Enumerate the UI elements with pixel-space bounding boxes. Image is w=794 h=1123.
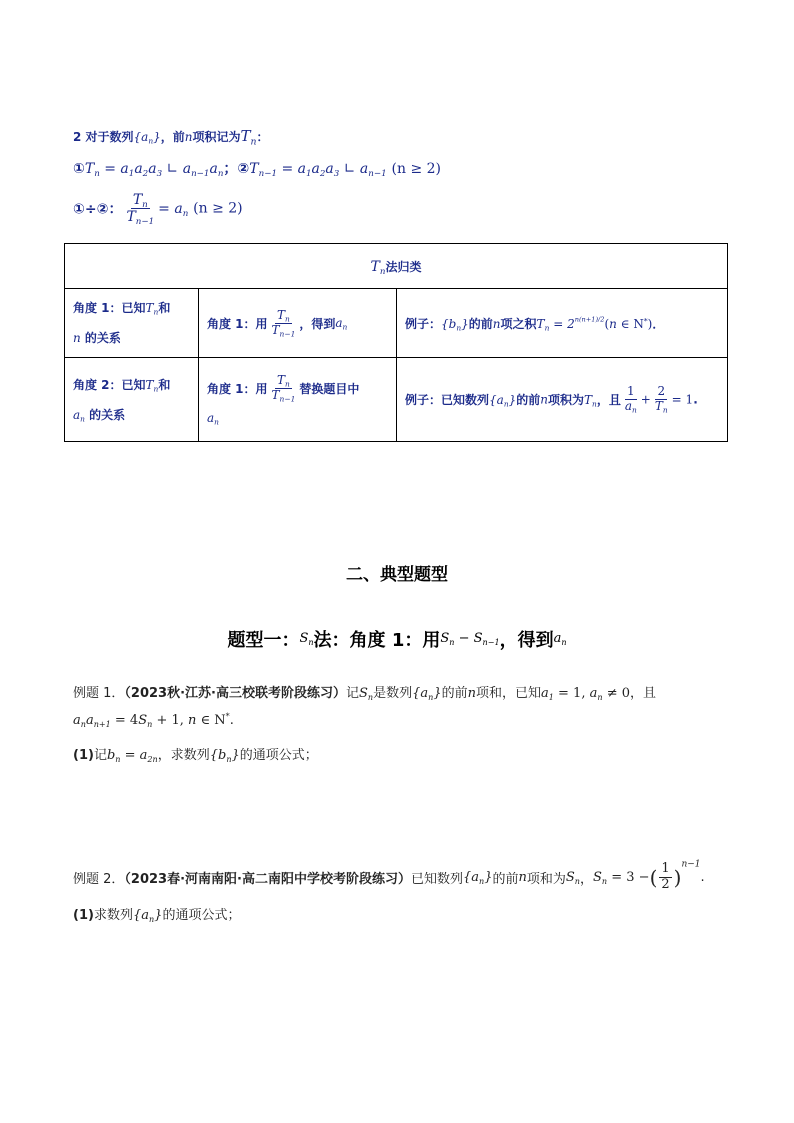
summary-table bbox=[64, 243, 728, 442]
math-an-r2b: $a_n$ bbox=[207, 410, 219, 427]
intro-end: ： bbox=[256, 130, 269, 144]
math-ratio-fraction: $\frac{T_n}{T_{n-1}}$ bbox=[126, 192, 155, 228]
math-n-in-N: (n ∈ N*) bbox=[604, 316, 653, 331]
row1-method-prefix: 角度 1：用 bbox=[207, 316, 268, 331]
math-eq-one: = 1 bbox=[671, 392, 694, 407]
row2-example-mid: 的前 bbox=[516, 393, 541, 407]
example1-t1: 记 bbox=[345, 686, 359, 701]
example1-line1 bbox=[73, 682, 656, 701]
math-Tn: $T_n$ bbox=[240, 127, 257, 148]
row2-angle-prefix: 角度 2：已知 bbox=[73, 377, 146, 392]
math-Sn-formula: $S_n = 3$ − bbox=[593, 869, 650, 886]
math-bn-def: $b_n = a_{2n}$ bbox=[106, 748, 158, 764]
row1-angle-end: 的关系 bbox=[84, 331, 121, 345]
table-row bbox=[65, 289, 728, 358]
row2-example-prefix: 例子：已知数列 bbox=[405, 393, 490, 407]
math-ratio-r1: $\frac{T_n}{T_{n-1}}$ bbox=[271, 307, 296, 339]
example1-line2-end: . bbox=[229, 713, 234, 728]
row1-angle-mid: 和 bbox=[158, 301, 171, 315]
math-Sn-sub: Sn bbox=[299, 631, 314, 647]
math-frac-2-Tn: $\frac{2}{T_n}$ bbox=[654, 384, 668, 415]
row2-example-mid2: 项积为 bbox=[548, 393, 585, 407]
section-title: 二、典型题型 bbox=[346, 565, 448, 585]
row1-example-mid: 的前 bbox=[468, 316, 493, 331]
row2-method-mid: 替换题目中 bbox=[299, 382, 360, 396]
math-n-e1: n bbox=[467, 686, 476, 701]
math-Sn-diff: Sn − Sn−1 bbox=[440, 631, 500, 647]
example1-t5: ，且 bbox=[629, 686, 656, 701]
math-Tn-r2b: $T_n$ bbox=[584, 392, 597, 409]
math-paren-open: ( bbox=[649, 865, 658, 890]
table-title-row bbox=[65, 244, 728, 289]
math-tn1-product: $T_{n-1} = a_1a_2a_3$ ∟ $a_{n-1}$ bbox=[249, 161, 387, 180]
math-recurrence: $a_na_{n+1} = 4S_n + 1$, n ∈ N* bbox=[73, 712, 230, 729]
example1-t3: 的前 bbox=[441, 686, 468, 701]
example1-q1-b: ，求数列 bbox=[157, 748, 210, 763]
example2-t3: 项和为 bbox=[526, 871, 566, 887]
row1-example-end: ． bbox=[652, 316, 665, 331]
example1-question1 bbox=[73, 744, 318, 763]
table-row bbox=[65, 358, 728, 442]
math-n-r2: n bbox=[540, 392, 548, 407]
row1-example-mid2: 项之积 bbox=[500, 316, 537, 331]
row2-method-cell bbox=[199, 358, 397, 442]
math-eq-an: = $a_n$ bbox=[158, 200, 189, 219]
math-paren-close: ) bbox=[673, 865, 682, 890]
example2-t1: 已知数列 bbox=[410, 871, 463, 887]
example2-question1 bbox=[73, 904, 240, 923]
math-an-r1: $a_n$ bbox=[335, 316, 348, 332]
row2-example-mid3: ，且 bbox=[596, 393, 621, 407]
row1-method-cell bbox=[199, 289, 397, 358]
row1-angle-cell bbox=[65, 289, 199, 358]
row2-angle-cell bbox=[65, 358, 199, 442]
subtitle-mid: 法：角度 1：用 bbox=[313, 630, 441, 651]
row2-example-cell bbox=[397, 358, 728, 442]
intro-suffix: 项积记为 bbox=[192, 130, 241, 144]
row2-angle-mid: 和 bbox=[158, 377, 171, 392]
intro-prefix: 2 对于数列 bbox=[73, 130, 134, 144]
math-ratio-r2: $\frac{T_n}{T_{n-1}}$ bbox=[271, 373, 296, 404]
example1-t4: 项和，已知 bbox=[475, 686, 541, 701]
formula1-sep: ； bbox=[223, 161, 238, 177]
math-Tn-title: $T_n$ bbox=[370, 258, 386, 277]
math-an-r2: $a_n$ bbox=[73, 407, 85, 424]
example2-line1 bbox=[73, 859, 705, 893]
circle-one: ① bbox=[73, 161, 85, 177]
math-Sn-e1: $S_n$ bbox=[358, 686, 374, 702]
example2-q1-a: 求数列 bbox=[93, 908, 133, 923]
math-plus: + bbox=[640, 392, 651, 407]
math-Sn-e2: $S_n$ bbox=[565, 869, 580, 886]
math-bn-r1: $\{b_n\}$ bbox=[441, 316, 469, 333]
intro-line bbox=[73, 127, 269, 148]
example2-q1-b: 的通项公式； bbox=[162, 908, 241, 923]
divide-label: ①÷②： bbox=[73, 201, 123, 218]
math-Tn-power: $T_n = 2^{n(n+1)/2}$ bbox=[536, 314, 605, 333]
row1-method-mid: ，得到 bbox=[299, 316, 336, 331]
math-n: n bbox=[184, 130, 193, 144]
example1-label: 例题 1． bbox=[73, 686, 125, 701]
math-n-r1: n bbox=[73, 331, 81, 345]
math-Tn-r2: $T_n$ bbox=[145, 377, 159, 394]
intro-middle: ，前 bbox=[160, 130, 185, 144]
formula1-condition: (n ≥ 2) bbox=[391, 161, 441, 177]
math-an-sub: an bbox=[553, 631, 567, 647]
row1-example-prefix: 例子： bbox=[405, 316, 442, 331]
row1-example-cell bbox=[397, 289, 728, 358]
formula-line-1 bbox=[73, 158, 441, 178]
example2-end: . bbox=[700, 869, 705, 885]
example2-t4: ， bbox=[579, 871, 593, 887]
subtitle-prefix: 题型一： bbox=[227, 630, 300, 651]
row2-angle-end: 的关系 bbox=[89, 407, 126, 422]
math-frac-1-an: $\frac{1}{a_n}$ bbox=[624, 384, 637, 415]
table-title bbox=[65, 244, 728, 289]
example1-q1-label: (1) bbox=[73, 748, 94, 763]
math-a1-cond: $a_1 = 1$, $a_n \ne 0$ bbox=[541, 686, 630, 702]
math-bn-set: $\{b_n\}$ bbox=[209, 748, 240, 764]
math-n-e2: n bbox=[518, 869, 527, 885]
math-exponent: n−1 bbox=[681, 859, 701, 870]
math-n-r1b: n bbox=[492, 316, 501, 331]
math-an-set-e2b: $\{a_n\}$ bbox=[132, 908, 163, 924]
example1-q1-c: 的通项公式； bbox=[239, 748, 318, 763]
math-Tn-r1: $T_n$ bbox=[145, 301, 159, 317]
example2-label: 例题 2． bbox=[73, 871, 125, 887]
math-tn-product: $T_n = a_1a_2a_3$ ∟ $a_{n-1}a_n$ bbox=[84, 161, 224, 180]
example1-source: （2023秋·江苏·高三校联考阶段练习） bbox=[124, 686, 346, 701]
circle-two: ② bbox=[237, 161, 250, 177]
math-sequence-an: $\{a_n\}$ bbox=[133, 130, 161, 146]
table-title-text: 法归类 bbox=[385, 259, 422, 274]
math-an-set-r2: $\{a_n\}$ bbox=[489, 392, 517, 409]
math-half: $\frac{1}{2}$ bbox=[661, 861, 670, 892]
example2-source: （2023春·河南南阳·高二南阳中学校考阶段练习） bbox=[124, 871, 411, 887]
formula2-condition: (n ≥ 2) bbox=[193, 200, 243, 217]
formula-line-2 bbox=[73, 192, 243, 228]
subtitle bbox=[0, 626, 794, 652]
example1-line2 bbox=[73, 713, 234, 728]
example1-t2: 是数列 bbox=[373, 686, 413, 701]
row2-method-prefix: 角度 1：用 bbox=[207, 382, 268, 396]
math-an-set-e1: $\{a_n\}$ bbox=[412, 686, 442, 702]
row2-example-end: . bbox=[693, 392, 698, 407]
math-an-set-e2: $\{a_n\}$ bbox=[462, 869, 493, 886]
example2-q1-label: (1) bbox=[73, 908, 94, 923]
subtitle-end: ，得到 bbox=[499, 630, 554, 651]
row1-angle-prefix: 角度 1：已知 bbox=[73, 301, 146, 315]
example2-t2: 的前 bbox=[492, 871, 519, 887]
example1-q1-a: 记 bbox=[93, 748, 107, 763]
